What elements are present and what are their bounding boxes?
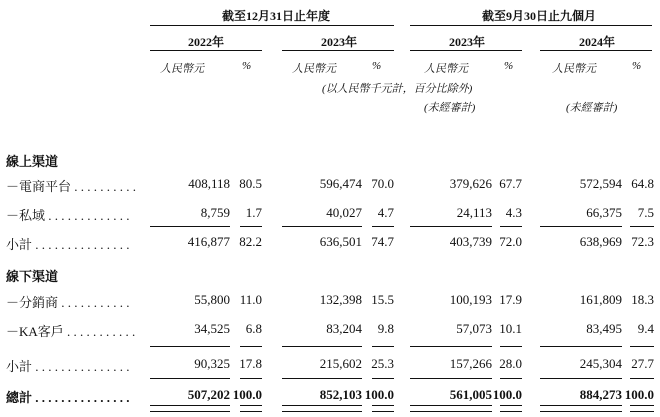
total-double-rule [630,405,654,412]
cell: 6.8 [245,321,262,336]
year-header-2022: 2022年 [188,35,225,49]
cell: 17.8 [239,356,262,371]
cell: 408,118 [188,176,230,191]
cell: 80.5 [239,176,262,191]
cell: 17.9 [499,292,522,307]
total-double-rule [500,405,522,412]
cell: 72.0 [499,234,522,249]
total-cell: 100.0 [492,387,522,402]
cell: 100,193 [449,292,492,307]
total-rule [150,378,230,379]
section-offline: 線下渠道 [6,269,59,284]
total-cell: 100.0 [364,387,394,402]
year-2024-underline [540,50,652,51]
cell: 57,073 [456,321,492,336]
cell: 132,398 [319,292,362,307]
subtotal-rule [282,226,362,227]
subtotal-rule [500,346,522,347]
subtotal-rule [240,226,262,227]
period-year-underline [150,25,394,26]
unaudited-2023: (未經審計) [424,102,476,114]
total-cell: 100.0 [232,387,262,402]
col-pct-2023-nine: % [504,60,514,72]
total-double-rule [410,405,492,412]
cell: 28.0 [499,356,522,371]
total-rule [500,378,522,379]
col-pct-2024: % [632,60,642,72]
col-amount-2024: 人民幣元 [552,63,596,75]
cell: 416,877 [187,234,230,249]
section-online: 線上渠道 [6,154,59,169]
total-rule [540,378,622,379]
cell: 9.8 [377,321,394,336]
cell: 66,375 [586,205,622,220]
total-rule [630,378,654,379]
year-header-2023: 2023年 [321,35,358,49]
cell: 11.0 [239,292,262,307]
subtotal-rule [240,346,262,347]
period-nine-underline [410,25,652,26]
total-double-rule [282,405,362,412]
total-cell: 100.0 [624,387,654,402]
cell: 215,602 [319,356,362,371]
row-label-private-domain: －私域 . . . . . . . . . . . . . [6,208,130,223]
total-double-rule [372,405,394,412]
cell: 1.7 [245,205,262,220]
cell: 64.8 [631,176,654,191]
year-header-2024-nine: 2024年 [579,35,616,49]
cell: 7.5 [637,205,654,220]
cell: 25.3 [371,356,394,371]
subtotal-rule [282,346,362,347]
cell: 596,474 [319,176,362,191]
cell: 83,495 [586,321,622,336]
row-label-distributors: －分銷商 . . . . . . . . . . . [6,295,130,310]
cell: 379,626 [449,176,492,191]
unit-note: (以人民幣千元計，百分比除外) [322,83,473,95]
subtotal-rule [372,346,394,347]
period-year-header: 截至12月31日止年度 [222,9,331,23]
row-label-online-subtotal: 小計 . . . . . . . . . . . . . . . [6,237,130,252]
col-amount-2023: 人民幣元 [292,63,336,75]
row-label-ecommerce: －電商平台 . . . . . . . . . . [6,179,137,194]
cell: 10.1 [499,321,522,336]
subtotal-rule [410,226,492,227]
cell: 572,594 [579,176,622,191]
cell: 70.0 [371,176,394,191]
total-cell: 507,202 [187,387,230,402]
total-double-rule [540,405,622,412]
total-double-rule [240,405,262,412]
subtotal-rule [540,346,622,347]
cell: 636,501 [319,234,362,249]
cell: 27.7 [631,356,654,371]
cell: 72.3 [631,234,654,249]
year-2023-nine-underline [410,50,522,51]
cell: 4.3 [505,205,522,220]
cell: 40,027 [326,205,362,220]
subtotal-rule [372,226,394,227]
unaudited-2024: (未經審計) [566,102,618,114]
col-amount-2022: 人民幣元 [160,63,204,75]
cell: 638,969 [579,234,622,249]
total-rule [410,378,492,379]
cell: 4.7 [377,205,394,220]
total-cell: 561,005 [449,387,492,402]
cell: 67.7 [499,176,522,191]
total-rule [372,378,394,379]
subtotal-rule [410,346,492,347]
row-label-ka-clients: －KA客戶 . . . . . . . . . . . [6,324,136,339]
col-pct-2022: % [242,60,252,72]
total-rule [240,378,262,379]
cell: 55,800 [194,292,230,307]
subtotal-rule [500,226,522,227]
cell: 8,759 [200,205,230,220]
subtotal-rule [540,226,622,227]
total-double-rule [150,405,230,412]
total-rule [282,378,362,379]
col-pct-2023: % [372,60,382,72]
cell: 245,304 [579,356,622,371]
cell: 82.2 [239,234,262,249]
cell: 161,809 [579,292,622,307]
year-2023-underline [282,50,394,51]
total-cell: 852,103 [319,387,362,402]
subtotal-rule [150,346,230,347]
cell: 90,325 [194,356,230,371]
year-2022-underline [150,50,262,51]
col-amount-2023-nine: 人民幣元 [424,63,468,75]
cell: 9.4 [637,321,654,336]
total-cell: 884,273 [579,387,622,402]
subtotal-rule [630,226,654,227]
cell: 24,113 [456,205,492,220]
subtotal-rule [150,226,230,227]
period-nine-months-header: 截至9月30日止九個月 [482,9,597,23]
year-header-2023-nine: 2023年 [449,35,486,49]
cell: 83,204 [326,321,362,336]
cell: 403,739 [449,234,492,249]
cell: 74.7 [371,234,394,249]
cell: 34,525 [194,321,230,336]
subtotal-rule [630,346,654,347]
row-label-offline-subtotal: 小計 . . . . . . . . . . . . . . . [6,359,130,374]
cell: 157,266 [449,356,492,371]
cell: 18.3 [631,292,654,307]
row-label-total: 總計 . . . . . . . . . . . . . . . [6,390,130,405]
cell: 15.5 [371,292,394,307]
